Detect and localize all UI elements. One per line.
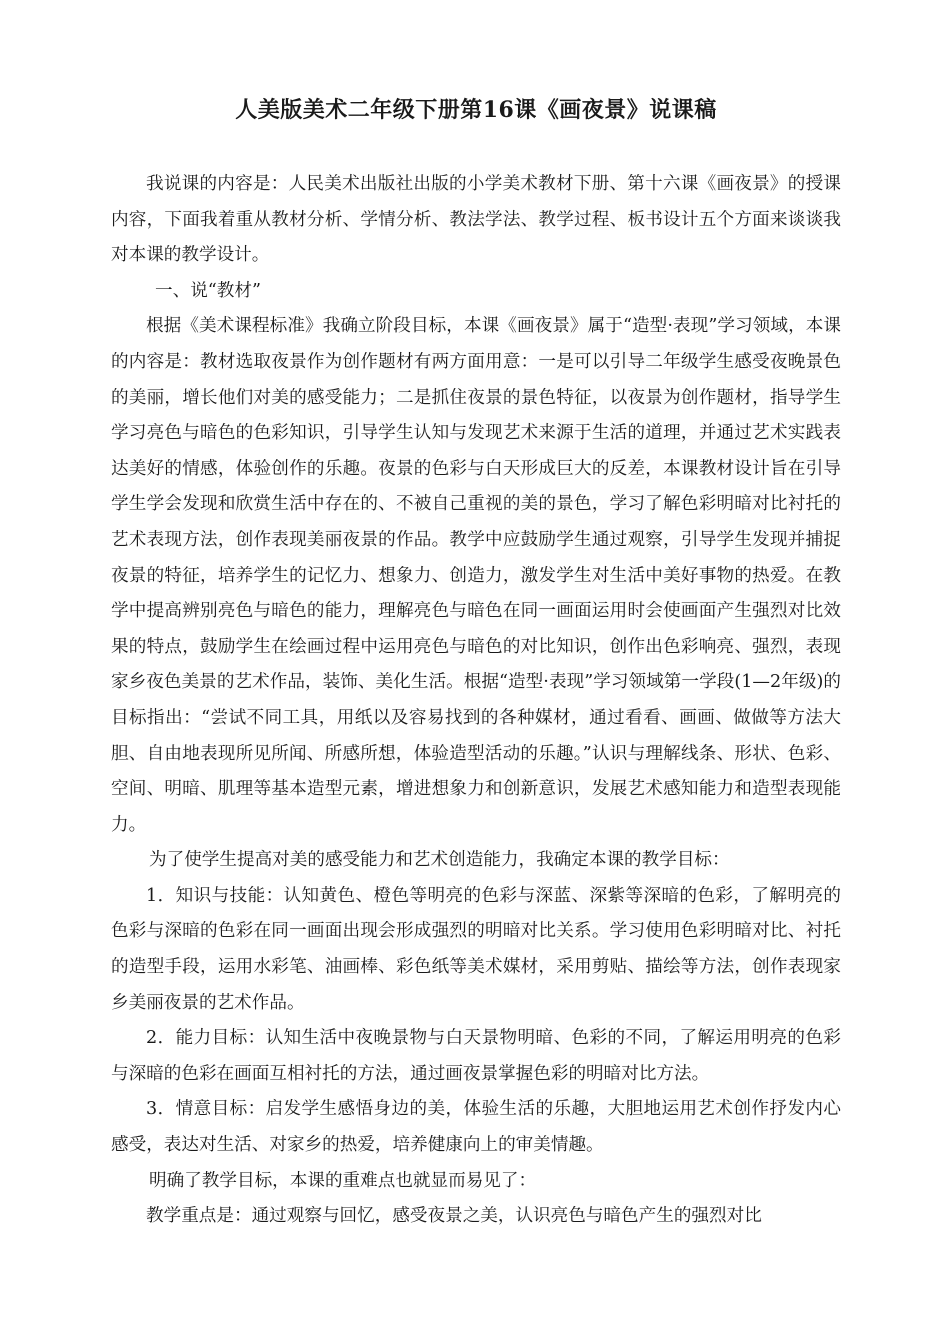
objective-emotion-paragraph: 3．情意目标：启发学生感悟身边的美，体验生活的乐趣，大胆地运用艺术创作抒发内心感受，表达对生活、对家乡的热爱，培养健康向上的审美情趣。 xyxy=(111,1099,841,1156)
document-title: 人美版美术二年级下册第16课《画夜景》说课稿 xyxy=(235,97,717,123)
objective-ability-paragraph: 2．能力目标：认知生活中夜晚景物与白天景物明暗、色彩的不同，了解运用明亮的色彩与深暗的色彩在画面互相衬托的方法，通过画夜景掌握色彩的明暗对比方法。 xyxy=(111,1028,841,1084)
textbook-analysis-paragraph: 根据《美术课程标准》我确立阶段目标，本课《画夜景》属于“造型·表现”学习领域，本课的内容是：教材选取夜景作为创作题材有两方面用意：一是可以引导二年级学生感受夜晚景色的美丽，增长他们对美的感受能力；二是抓住夜景的景色特征，以夜景为创作题材，指导学生学习亮色与暗色的色彩知识，引导学生认知与发现艺术来源于生活的道理，并通过艺术实践表达美好的情感，体验创作的乐趣。夜景的色彩与白天形成巨大的反差，本课教材设计旨在引导学生学会发现和欣赏生活中存在的、不被自己重视的美的景色，学习了解色彩明暗对比衬托的艺术表现方法，创作表现美丽夜景的作品。教学中应鼓励学生通过观察，引导学生发现并捕捉夜景的特征，培养学生的记忆力、想象力、创造力，激发学生对生活中美好事物的热爱。在教学中提高辨别亮色与暗色的能力，理解亮色与暗色在同一画面运用时会使画面产生强烈对比效果的特点，鼓励学生在绘画过程中运用亮色与暗色的对比知识，创作出色彩响亮、强烈，表现家乡夜色美景的艺术作品，装饰、美化生活。根据“造型·表现”学习领域第一学段(1—2年级)的目标指出：“尝试不同工具，用纸以及容易找到的各种媒材，通过看看、画画、做做等方法大胆、自由地表现所见所闻、所感所想，体验造型活动的乐趣。”认识与理解线条、形状、色彩、空间、明暗、肌理等基本造型元素，增进想象力和创新意识，发展艺术感知能力和造型表现能力。 xyxy=(111,316,841,835)
section-heading-textbook: 一、说“教材” xyxy=(155,280,261,301)
objective-knowledge-paragraph: 1．知识与技能：认知黄色、橙色等明亮的色彩与深蓝、深紫等深暗的色彩，了解明亮的色彩与深暗的色彩在同一画面出现会形成强烈的明暗对比关系。学习使用色彩明暗对比、衬托的造型手段，运用水彩笔、油画棒、彩色纸等美术媒材，采用剪贴、描绘等方法，创作表现家乡美丽夜景的艺术作品。 xyxy=(111,885,841,1013)
objectives-intro-paragraph: 为了使学生提高对美的感受能力和艺术创造能力，我确定本课的教学目标： xyxy=(149,850,730,871)
intro-paragraph: 我说课的内容是：人民美术出版社出版的小学美术教材下册、第十六课《画夜景》的授课内容，下面我着重从教材分析、学情分析、教法学法、教学过程、板书设计五个方面来谈谈我对本课的教学设计。 xyxy=(111,174,841,266)
key-points-intro-paragraph: 明确了教学目标，本课的重难点也就显而易见了： xyxy=(149,1170,537,1191)
document-page xyxy=(111,90,841,1235)
teaching-focus-paragraph: 教学重点是：通过观察与回忆，感受夜景之美，认识亮色与暗色产生的强烈对比 xyxy=(146,1206,762,1227)
